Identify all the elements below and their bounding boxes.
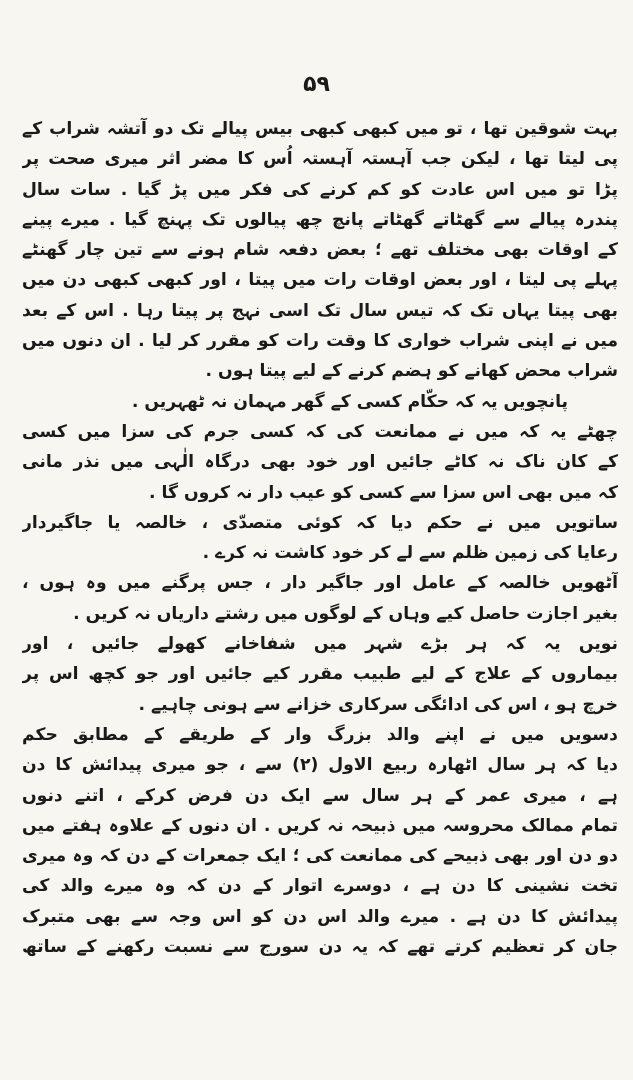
text-line: دو دن اور بھی ذبیحے کی ممانعت کی ؛ ایک جمعرات کے دن کہ وہ میری [22,846,618,867]
text-line: ہے ، میری عمر کے ہر سال سے ایک دن فرض کرکے ، اتنے دنوں [22,785,618,806]
text-line: پندرہ پیالے سے گھٹاتے گھٹاتے پانچ چھ پیالوں تک پہنچ گیا . میرے پینے [22,209,618,230]
text-line: کے اوقات بھی مختلف تھے ؛ بعض دفعہ شام ہونے سے تین چار گھنٹے [22,240,618,261]
text-line: آٹھویں خالصہ کے عامل اور جاگیر دار ، جس پرگنے میں وہ ہوں ، [22,573,618,594]
text-line: بھی پیتا یہاں تک کہ تیس سال تک اسی نہج پر پیتا رہا . اس کے بعد [22,300,618,321]
text-line: تمام ممالک محروسہ میں ذبیحہ نہ کریں . ان دنوں کے علاوہ ہفتے میں [22,815,618,836]
text-line: خرچ ہو ، اس کی ادائگی سرکاری خزانے سے ہونی چاہیے . [138,694,618,715]
text-line: تخت نشینی کا دن ہے ، دوسرے اتوار کے دن کہ وہ میرے والد کی [22,876,618,897]
text-line: بیماروں کے علاج کے لیے طبیب مقرر کیے جائیں اور جو کچھ اس پر [22,664,618,685]
page-number: ۵۹ [303,72,330,97]
text-line: پڑا تو میں اس عادت کو کم کرنے کی فکر میں پڑ گیا . سات سال [22,179,618,200]
text-line: پیدائش کا دن ہے . میرے والد اس دن کو اس وجہ سے بھی متبرک [22,906,618,927]
text-line: پہلے پی لیتا ، اور بعض اوقات رات میں پیتا ، اور کبھی کبھی دن میں [22,270,618,291]
text-line: بہت شوقین تھا ، تو میں کبھی کبھی بیس پیالے تک دو آتشہ شراب کے [22,119,618,139]
text-line: بغیر اجازت حاصل کیے وہاں کے لوگوں میں رشتے داریاں نہ کریں . [73,603,618,624]
text-line: جان کر تعظیم کرتے تھے کہ یہ دن سورج سے نسبت رکھنے کے ساتھ [22,937,618,958]
text-line: پانچویں یہ کہ حکّام کسی کے گھر مہمان نہ ٹھہریں . [131,391,568,412]
text-line: پی لیتا تھا ، لیکن جب آہستہ آہستہ اُس کا مضر اثر میری صحت پر [22,149,618,170]
text-line: دیا کہ ہر سال اٹھارہ ربیع الاول (۲) سے ، جو میری پیدائش کا دن [22,755,618,776]
text-line: کے کان ناک نہ کاٹے جائیں اور خود بھی درگاہ الٰہی میں نذر مانی [22,452,618,473]
text-line: کہ میں بھی اس سزا سے کسی کو عیب دار نہ کروں گا . [149,482,618,503]
text-line: نویں یہ کہ ہر بڑے شہر میں شفاخانے کھولے جائیں ، اور [22,634,618,655]
text-line: ساتویں میں نے حکم دیا کہ کوئی متصدّی ، خالصہ یا جاگیردار [22,512,618,533]
text-line: شراب محض کھانے کو ہضم کرنے کے لیے پیتا ہوں . [205,361,618,382]
body-text [22,114,618,962]
text-line: رعایا کی زمین ظلم سے لے کر خود کاشت نہ کرے . [202,543,618,564]
text-line: میں نے اپنی شراب خواری کا وقت رات کو مقرر کر لیا . ان دنوں میں [22,331,618,352]
text-line: چھٹے یہ کہ میں نے ممانعت کی کہ کسی جرم کی سزا میں کسی [22,421,618,442]
text-line: دسویں میں نے اپنے والد بزرگ وار کے طریقے کے مطابق حکم [22,724,618,745]
